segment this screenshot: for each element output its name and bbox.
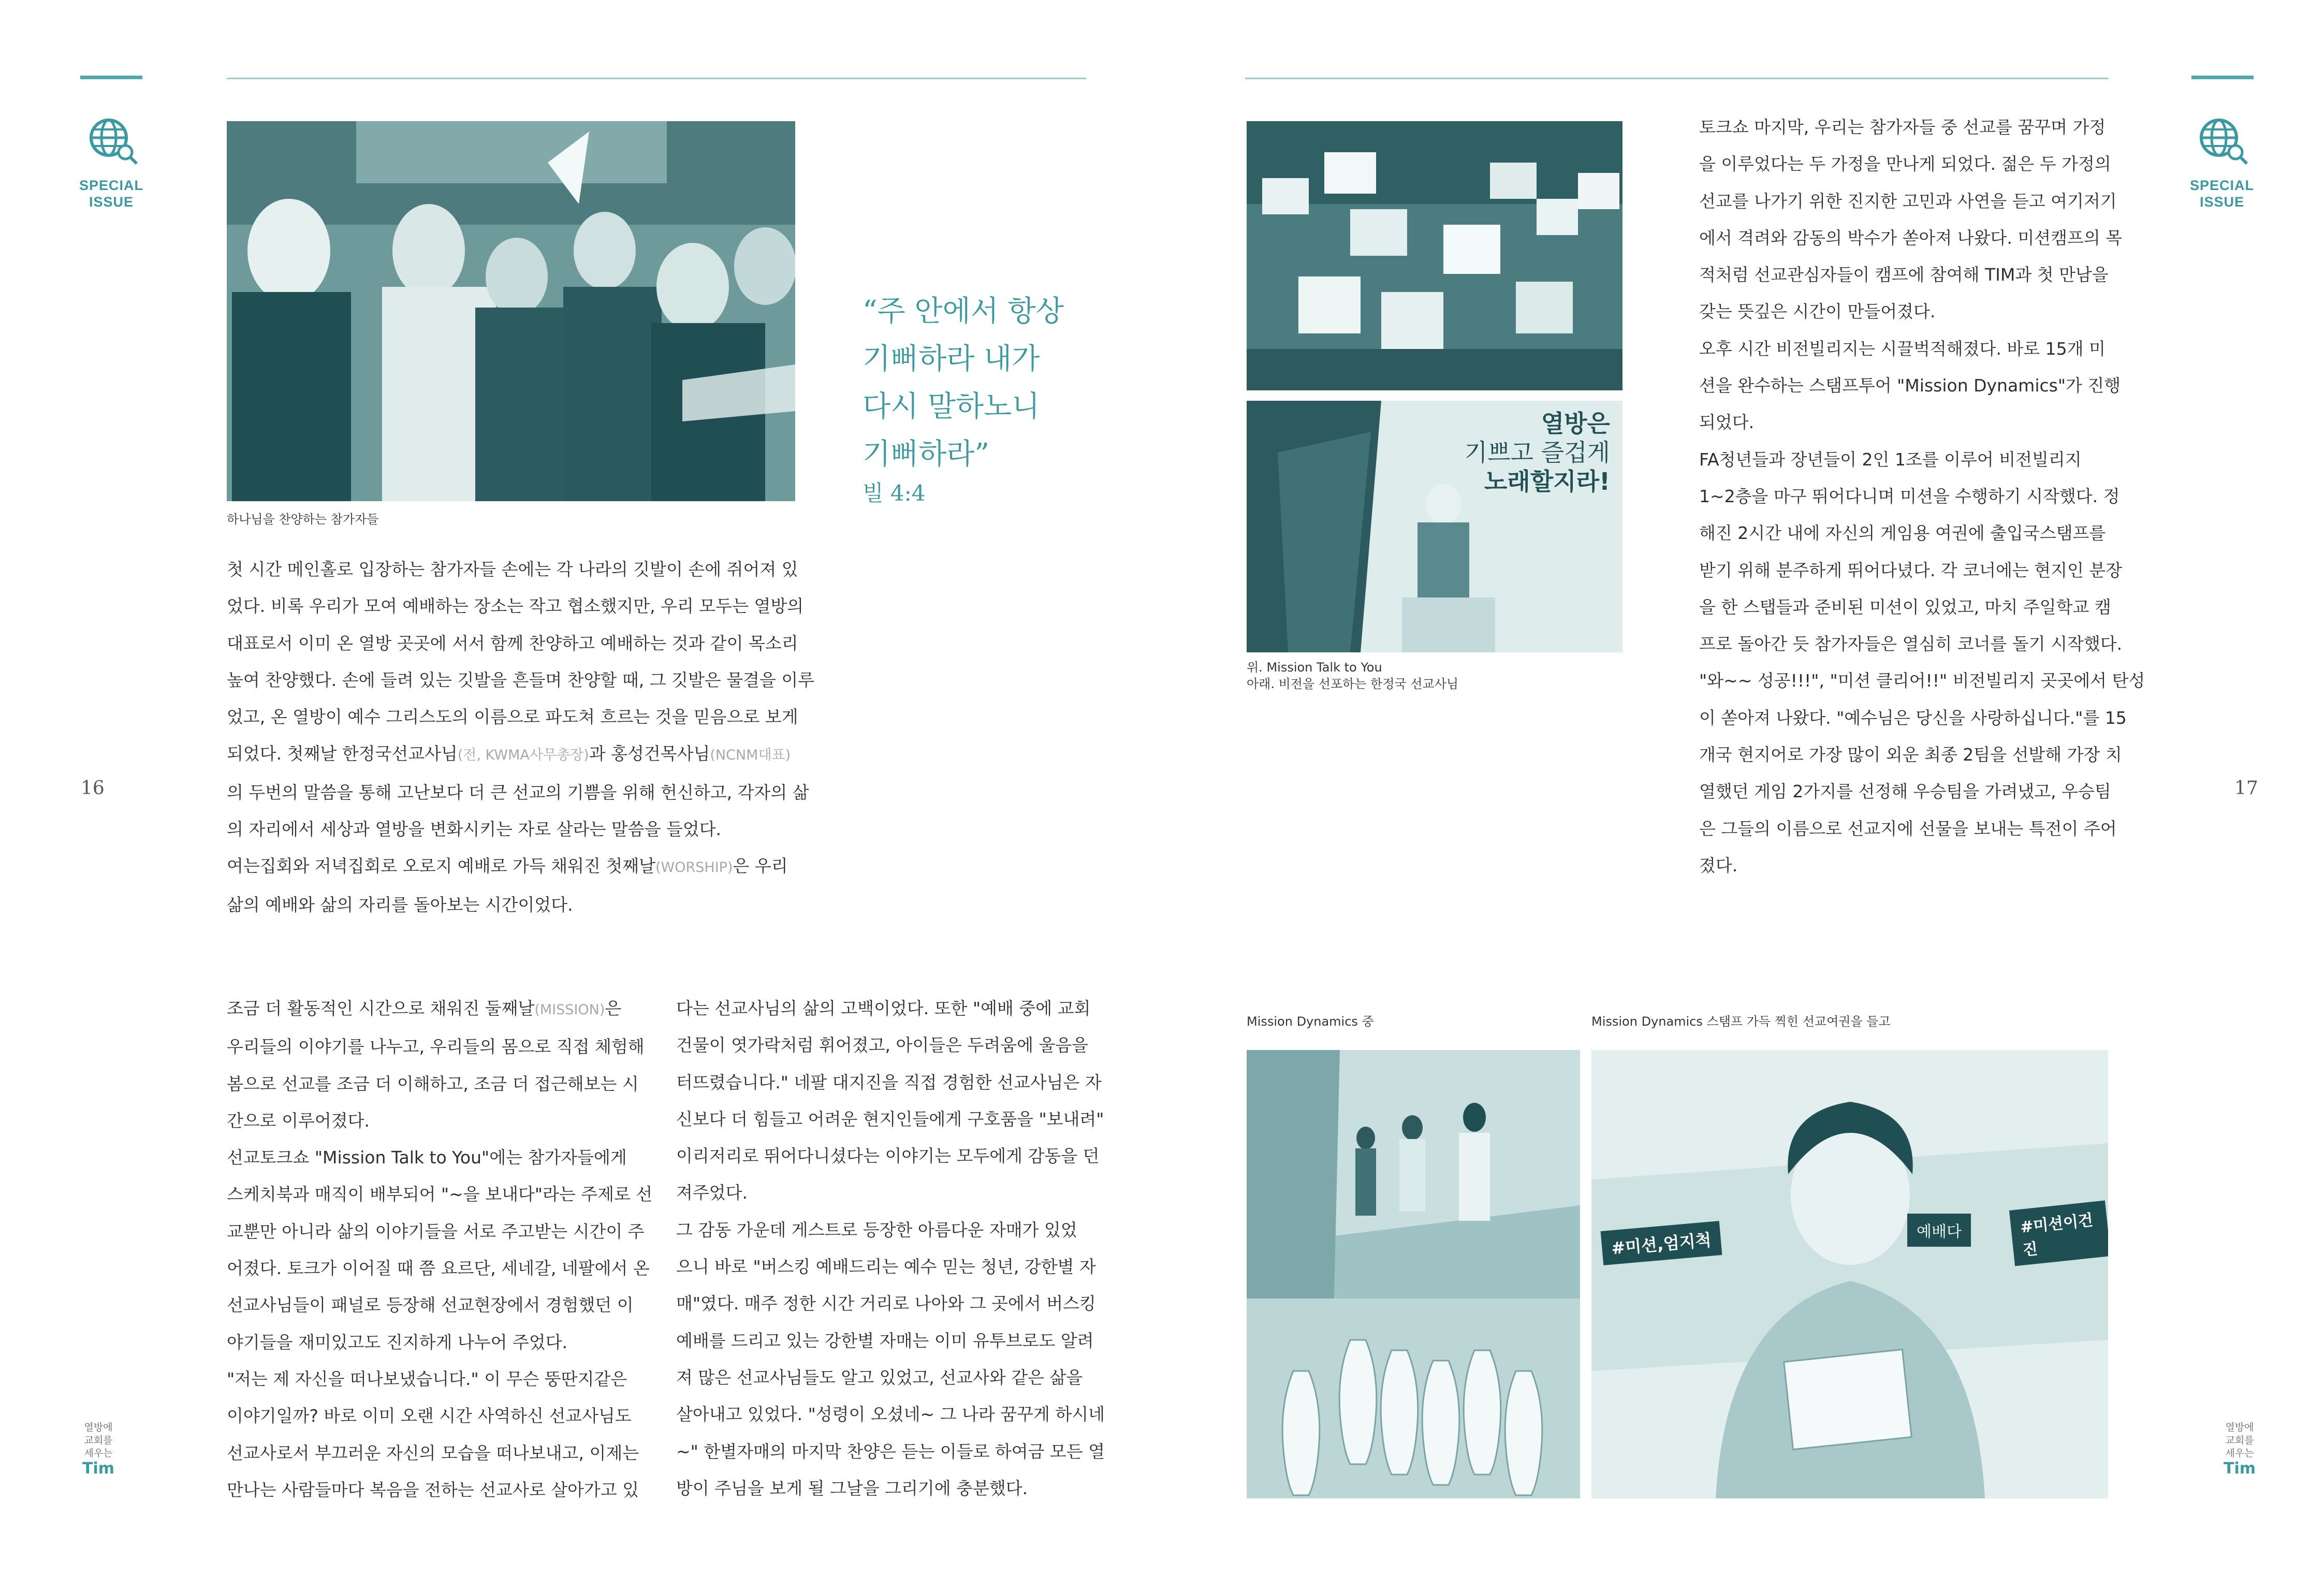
page-number-left: 16 bbox=[81, 778, 105, 799]
sign-mid: 예배다 bbox=[1907, 1214, 1971, 1247]
right-body: 토크쇼 마지막, 우리는 참가자들 중 선교를 꿈꾸며 가정 을 이루었다는 두 가정을 만나게 되었다. 젊은 두 가정의 선교를 나가기 위한 진지한 고민과 사연을 듣고 여기저기 에서 격려와 감동의 박수가 쏟아져 나왔다. 미션캠프의 목 적처럼 선교관심자들이 캠프에 참여해 TIM과 첫 만남을 갖는 뜻깊은 시간이 만들어졌다. 오후 시간 비전빌리지는 시끌벅적해졌다. 바로 15개 미 션을 완수하는 스탬프투어 "Mission Dynamics"가 진행 되었다. FA청년들과 장년들이 2인 1조를 이루어 비전빌리지 1~2층을 마구 뛰어다니며 미션을 수행하기 시작했다. 정 해진 2시간 내에 자신의 게임용 여권에 출입국스탬프를 받기 위해 분주하게 뛰어다녔다. 각 코너에는 현지인 분장 을 한 스탭들과 준비된 미션이 있었고, 마치 주일학교 캠 프로 돌아간 듯 참가자들은 열심히 코너를 돌기 시작했다. "와~~ 성공!!!", "미션 클리어!!" 비전빌리지 곳곳에서 탄성 이 쏟아져 나왔다. "예수님은 당신을 사랑하십니다."를 15 개국 현지어로 가장 많이 외운 최종 2팀을 선발해 가장 치 열했던 게임 2가지를 선정해 우승팀을 가려냈고, 우승팀 은 그들의 이름으로 선교지에 선물을 보내는 특전이 주어 졌다. bbox=[1699, 117, 2145, 876]
bowling-photo bbox=[1247, 1050, 1580, 1498]
talk-show-photo bbox=[1247, 121, 1623, 390]
left-body-top: 첫 시간 메인홀로 입장하는 참가자들 손에는 각 나라의 깃발이 손에 쥐어져 있 었다. 비록 우리가 모여 예배하는 장소는 작고 협소했지만, 우리 모두는 열방의 대표로서 이미 온 열방 곳곳에 서서 함께 찬양하고 예배하는 것과 같이 목소리 높여 찬양했다. 손에 들려 있는 깃발을 흔들며 찬양할 때, 그 깃발은 물결을 이루 었고, 온 열방이 예수 그리스도의 이름으로 파도쳐 흐르는 것을 믿음으로 보게 되었다. 첫째날 한정국선교사님(전, KWMA사무총장)과 홍성건목사님(NCNM대표) 의 두번의 말씀을 통해 고난보다 더 큰 선교의 기쁨을 위해 헌신하고, 각자의 삶 의 자리에서 세상과 열방을 변화시키는 자로 살라는 말씀을 들었다. 여는집회와 저녁집회로 오로지 예배로 가득 채워진 첫째날(WORSHIP)은 우리 삶의 예배와 삶의 자리를 돌아보는 시간이었다. bbox=[227, 559, 815, 915]
brand-mark-left: 열방에 교회를 세우는 Tim bbox=[82, 1422, 114, 1478]
left-body-col2: 다는 선교사님의 삶의 고백이었다. 또한 "예배 중에 교회 건물이 엿가락처럼 휘어졌고, 아이들은 두려움에 울음을 터뜨렸습니다." 네팔 대지진을 직접 경험한 선교사님은 자 신보다 더 힘들고 어려운 현지인들에게 구호품을 "보내려" 이리저리로 뛰어다니셨다는 이야기는 모두에게 감동을 던 져주었다. 그 감동 가운데 게스트로 등장한 아름다운 자매가 있었 으니 바로 "버스킹 예배드리는 예수 믿는 청년, 강한별 자 매"였다. 매주 정한 시간 거리로 나아와 그 곳에서 버스킹 예배를 드리고 있는 강한별 자매는 이미 유투브로도 알려 져 많은 선교사님들도 알고 있었고, 선교사와 같은 삶을 살아내고 있었다. "성령이 오셨네~ 그 나라 꿈꾸게 하시네 ~" 한별자매의 마지막 찬양은 듣는 이들로 하여금 모든 열 방이 주님을 보게 될 그날을 그리기에 충분했다. bbox=[676, 998, 1105, 1498]
right-accent-bar bbox=[2191, 76, 2254, 79]
sign-left: #미션,엄지척 bbox=[1601, 1221, 1722, 1265]
globe-search-icon bbox=[2194, 114, 2251, 166]
special-issue-label-left: SPECIAL ISSUE bbox=[79, 178, 144, 210]
worship-photo-caption: 하나님을 찬양하는 참가자들 bbox=[227, 512, 379, 527]
page-number-right: 17 bbox=[2234, 778, 2258, 799]
special-issue-label-right: SPECIAL ISSUE bbox=[2189, 178, 2255, 210]
banner-text: 열방은 기쁘고 즐겁게 노래할지라! bbox=[1464, 410, 1610, 495]
left-accent-bar bbox=[80, 76, 142, 79]
left-top-rule bbox=[227, 78, 1086, 79]
sign-right: #미션이건진 bbox=[2009, 1201, 2108, 1266]
scripture-reference: 빌 4:4 bbox=[863, 480, 926, 506]
right-photo-caption: 위. Mission Talk to You 아래. 비전을 선포하는 한정국 선교사님 bbox=[1247, 660, 1459, 691]
worship-photo bbox=[227, 121, 795, 501]
bowling-photo-caption: Mission Dynamics 중 bbox=[1247, 1014, 1374, 1029]
passport-photo-caption: Mission Dynamics 스탬프 가득 찍힌 선교여권을 들고 bbox=[1591, 1014, 1891, 1029]
brand-mark-right: 열방에 교회를 세우는 Tim bbox=[2223, 1422, 2256, 1478]
right-top-rule bbox=[1245, 78, 2109, 79]
passport-photo bbox=[1591, 1050, 2108, 1498]
globe-search-icon bbox=[84, 114, 141, 166]
speaker-photo bbox=[1247, 401, 1623, 652]
left-body-col1: 조금 더 활동적인 시간으로 채워진 둘째날(MISSION)은 우리들의 이야기를 나누고, 우리들의 몸으로 직접 체험해 봄으로 선교를 조금 더 이해하고, 조금 더 접근해보는 시 간으로 이루어졌다. 선교토크쇼 "Mission Talk to You"에는 참가자들에게 스케치북과 매직이 배부되어 "~을 보내다"라는 주제로 선 교뿐만 아니라 삶의 이야기들을 서로 주고받는 시간이 주 어졌다. 토크가 이어질 때 쯤 요르단, 세네갈, 네팔에서 온 선교사님들이 패널로 등장해 선교현장에서 경험했던 이 야기들을 재미있고도 진지하게 나누어 주었다. "저는 제 자신을 떠나보냈습니다." 이 무슨 뚱딴지같은 이야기일까? 바로 이미 오랜 시간 사역하신 선교사님도 선교사로서 부끄러운 자신의 모습을 떠나보내고, 이제는 만나는 사람들마다 복음을 전하는 선교사로 살아가고 있 bbox=[227, 998, 653, 1500]
scripture-quote: “주 안에서 항상 기뻐하라 내가 다시 말하노니 기뻐하라” bbox=[863, 295, 1064, 471]
